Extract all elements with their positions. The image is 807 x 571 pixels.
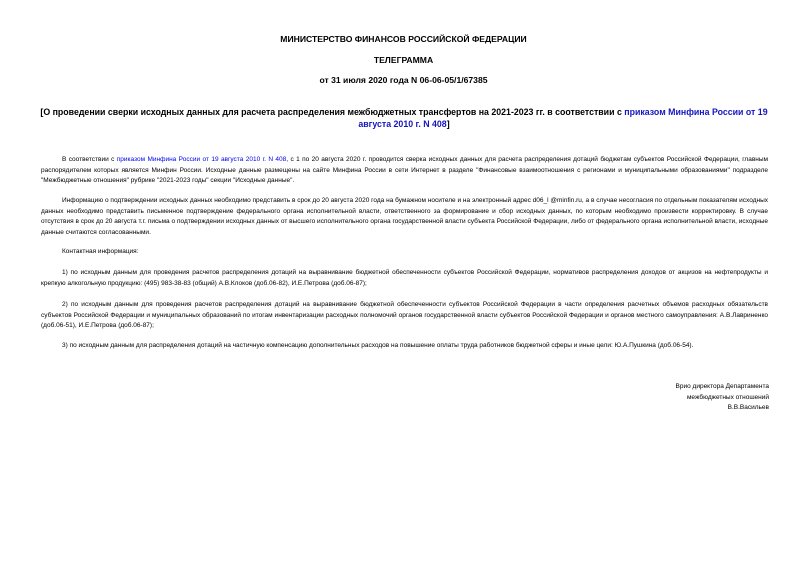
paragraph-contacts-heading: Контактная информация: bbox=[62, 248, 139, 255]
paragraph-reconciliation bbox=[41, 155, 768, 187]
paragraph-confirmation: Информацию о подтверждении исходных данных необходимо представить в срок до 20 августа 2020 года на бумажном носителе и на электронный адрес d06_l @minfin.ru, а в случае несогласия по отдельным показателям исходных данных необходимо представить письменное подтверждение федерального органа исполнительной власти, ответственного за формирование и сбор исходных данных, по которым необходимо произвести корректировку. В случае отсутствия в срок до 20 августа т.г. письма о подтверждении исходных данных от высшего исполнительного органа государственной власти субъекта Российской Федерации, либо от федерального органа исполнительной власти, исходные данные считаются согласованными. bbox=[41, 197, 768, 236]
document-title bbox=[40, 106, 768, 130]
p1-order-link[interactable]: приказом Минфина России от 19 августа 2010 г. N 408 bbox=[116, 156, 287, 163]
title-prefix: [О проведении сверки исходных данных для расчета распределения межбюджетных трансфертов на 2021-2023 гг. в соответствии с bbox=[40, 107, 625, 117]
document-type-heading: ТЕЛЕГРАММА bbox=[373, 55, 434, 65]
title-suffix: ] bbox=[446, 119, 450, 129]
signature-department: межбюджетных отношений bbox=[686, 393, 769, 401]
p1-rest: , с 1 по 20 августа 2020 г. проводится сверка исходных данных для расчета распределения дотаций бюджетам субъектов Российской Федерации, главным распорядителем которых является Минфин России. Исходные данные размещены на сайте Минфина России в сети Интернет в разделе "Финансовые взаимоотношения с регионами и муниципальными образованиями" подразделе "Межбюджетные отношения" рубрике "2021-2023 годы" секции "Исходные данные". bbox=[41, 156, 769, 184]
paragraph-contact-3: 3) по исходным данным для распределения дотаций на частичную компенсацию дополнительных расходов на повышение оплаты труда работников бюджетной сферы и иные цели: Ю.А.Пушкина (доб.06-54). bbox=[62, 342, 694, 349]
ministry-heading: МИНИСТЕРСТВО ФИНАНСОВ РОССИЙСКОЙ ФЕДЕРАЦИИ bbox=[280, 34, 527, 44]
title-order-link[interactable]: приказом Минфина России от 19 августа 2010 г. N 408 bbox=[358, 107, 768, 129]
signature-position: Врио директора Департамента bbox=[675, 383, 769, 390]
paragraph-contact-1: 1) по исходным данным для проведения расчетов распределения дотаций на выравнивание бюджетной обеспеченности субъектов Российской Федерации, нормативов распределения доходов от акцизов на нефтепродукты и крепкую алкогольную продукцию: (495) 983-38-83 (общий) А.В.Клоков (доб.06-82), И.Е.Петрова (доб.06-87); bbox=[41, 269, 768, 287]
document-date-number: от 31 июля 2020 года N 06-06-05/1/67385 bbox=[319, 75, 488, 85]
p1-start: В соответствии с bbox=[62, 156, 117, 163]
signature-block bbox=[676, 382, 769, 414]
signature-name: В.В.Васильев bbox=[727, 404, 769, 411]
paragraph-contact-2: 2) по исходным данным для проведения расчетов распределения дотаций на выравнивание бюджетной обеспеченности субъектов Российской Федерации в части определения расчетных объемов расходных обязательств субъектов Российской Федерации и муниципальных образований по итогам инвентаризации расходных полномочий органов государственной власти субъектов Российской Федерации и органов местного самоуправления: А.В.Лавриненко (доб.06-51), И.Е.Петрова (доб.06-87); bbox=[41, 301, 768, 329]
